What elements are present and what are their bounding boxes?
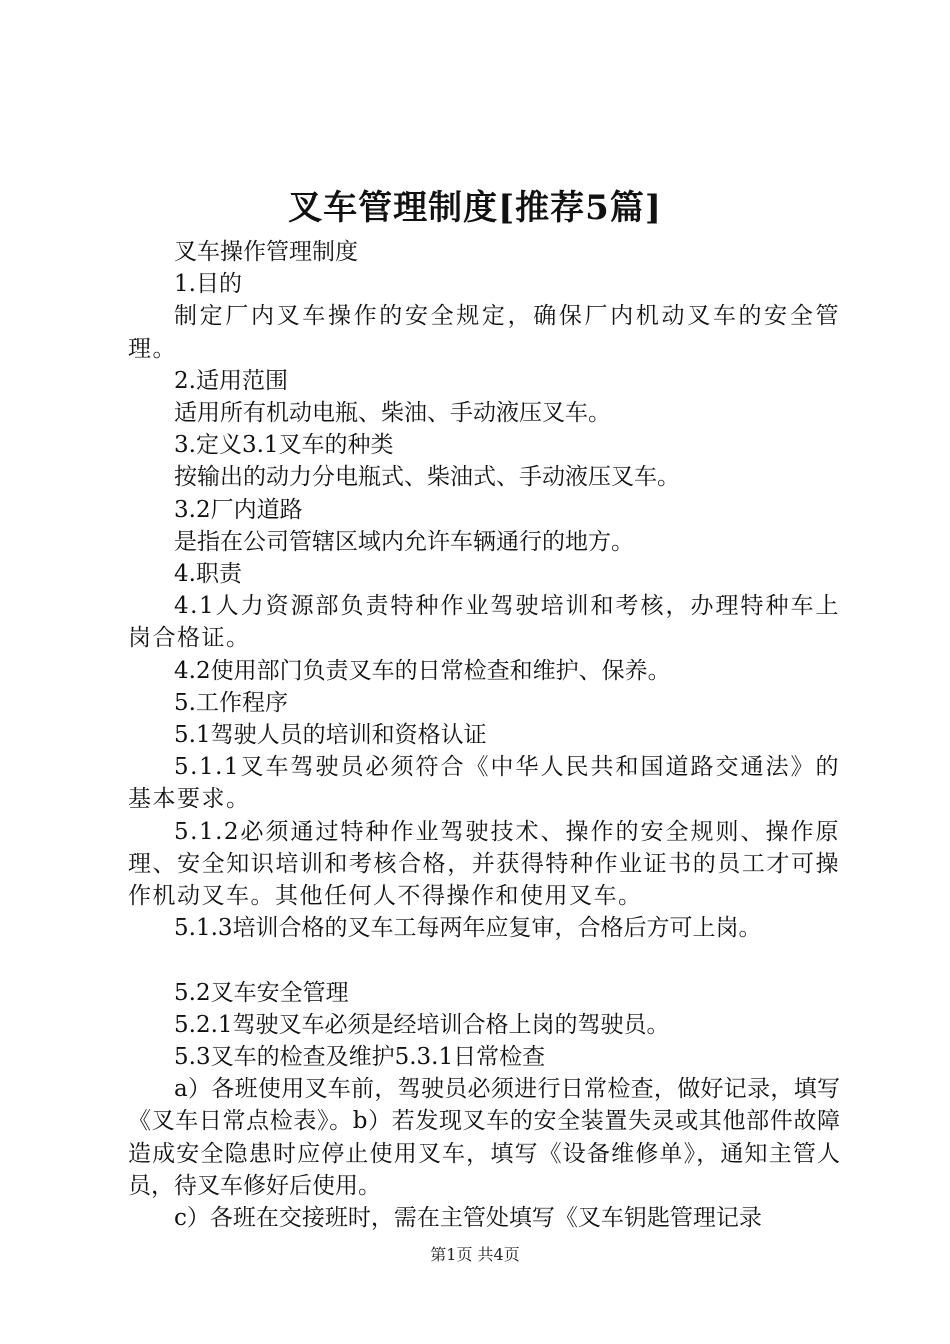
- paragraph-section-1: 1.目的: [174, 271, 242, 298]
- paragraph-section-4: 4.职责: [174, 561, 242, 588]
- paragraph-section-5-1: 5.1驾驶人员的培训和资格认证: [174, 722, 487, 749]
- document-title: 叉车管理制度[推荐5篇]: [288, 188, 662, 228]
- paragraph-section-3-2: 3.2厂内道路: [174, 496, 303, 523]
- paragraph: 制定厂内叉车操作的安全规定，确保厂内机动叉车的安全管理。: [128, 303, 840, 362]
- document-body: [128, 236, 840, 1234]
- paragraph-section-5-2: 5.2叉车安全管理: [174, 979, 349, 1006]
- paragraph: 5.1.2必须通过特种作业驾驶技术、操作的安全规则、操作原理、安全知识培训和考核合格，并获得特种作业证书的员工才可操作机动叉车。其他任何人不得操作和使用叉车。: [128, 818, 840, 910]
- paragraph-section-2: 2.适用范围: [174, 367, 288, 394]
- blank-line: [128, 944, 840, 976]
- paragraph: 按输出的动力分电瓶式、柴油式、手动液压叉车。: [174, 464, 680, 491]
- paragraph-section-3: 3.定义3.1叉车的种类: [174, 432, 394, 459]
- paragraph: 4.1人力资源部负责特种作业驾驶培训和考核，办理特种车上岗合格证。: [128, 593, 840, 652]
- paragraph: 4.2使用部门负责叉车的日常检查和维护、保养。: [174, 657, 671, 684]
- paragraph: 是指在公司管辖区域内允许车辆通行的地方。: [174, 528, 634, 555]
- paragraph: c）各班在交接班时，需在主管处填写《叉车钥匙管理记录: [174, 1205, 762, 1232]
- paragraph-section-5: 5.工作程序: [174, 689, 288, 716]
- paragraph: 5.1.3培训合格的叉车工每两年应复审，合格后方可上岗。: [174, 915, 762, 942]
- page-footer: 第1页 共4页: [430, 1245, 520, 1264]
- paragraph: 适用所有机动电瓶、柴油、手动液压叉车。: [174, 400, 611, 427]
- paragraph: a）各班使用叉车前，驾驶员必须进行日常检查，做好记录，填写《叉车日常点检表》。b）若发现叉车的安全装置失灵或其他部件故障造成安全隐患时应停止使用叉车，填写《设备维修单》，通知主管人员，待叉车修好后使用。: [128, 1076, 840, 1199]
- paragraph: 5.2.1驾驶叉车必须是经培训合格上岗的驾驶员。: [174, 1011, 670, 1038]
- paragraph: 5.1.1叉车驾驶员必须符合《中华人民共和国道路交通法》的基本要求。: [128, 754, 840, 813]
- paragraph-section-5-3: 5.3叉车的检查及维护5.3.1日常检查: [174, 1044, 546, 1071]
- paragraph-heading: 叉车操作管理制度: [174, 239, 358, 265]
